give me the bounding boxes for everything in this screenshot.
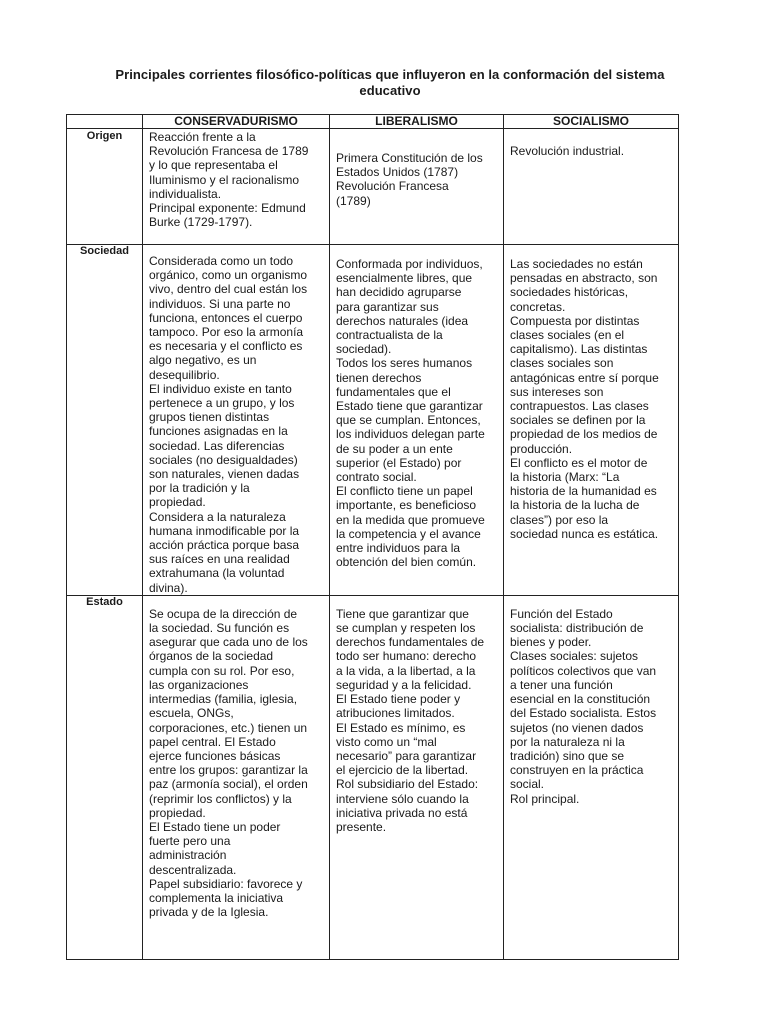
cell-text: Reacción frente a la Revolución Francesa de 1789 y lo que representaba el Iluminismo y el racionalismo individualista. Principal exponente: Edmund Burke (1729-1797). bbox=[149, 130, 309, 230]
row-header-estado: Estado bbox=[67, 595, 143, 959]
cell-origen-conservadurismo bbox=[143, 129, 330, 245]
header-corner-cell bbox=[67, 115, 143, 129]
cell-text: Función del Estado socialista: distribución de bienes y poder. Clases sociales: sujetos políticos colectivos que van a tener una función esencial en la constitución del Estado socialista. Estos sujetos (no vienen dados por la naturaleza ni la tradición) sino que se construyen en la práctica social. Rol principal. bbox=[510, 606, 657, 806]
cell-text: Revolución industrial. bbox=[510, 144, 625, 158]
table-row-origen bbox=[67, 129, 679, 245]
cell-text: Tiene que garantizar que se cumplan y respeten los derechos fundamentales de todo ser humano: derecho a la vida, a la libertad, a la seguridad y a la felicidad. El Estado tiene poder y atribuciones limitados. El Estado es mínimo, es visto como un “mal necesario” para garantizar el ejercicio de la libertad. Rol subsidiario del Estado: interviene sólo cuando la iniciativa privada no está presente. bbox=[336, 606, 485, 834]
table-header-row bbox=[67, 115, 679, 129]
cell-sociedad-conservadurismo bbox=[143, 245, 330, 596]
cell-text: Considerada como un todo orgánico, como un organismo vivo, dentro del cual están los individuos. Si una parte no funciona, entonces el cuerpo tampoco. Por eso la armonía es necesaria y el conflicto es algo negativo, es un desequilibrio. El individuo existe en tanto pertenece a un grupo, y los grupos tienen distintas funciones asignadas en la sociedad. Las diferencias sociales (no desigualdades) son naturales, vienen dadas por la tradición y la propiedad. Considera a la naturaleza humana inmodificable por la acción práctica porque basa sus raíces en una realidad extrahumana (la voluntad divina). bbox=[149, 254, 308, 595]
comparison-table bbox=[66, 114, 679, 960]
cell-estado-socialismo bbox=[504, 595, 679, 959]
column-header-socialismo: SOCIALISMO bbox=[504, 115, 679, 129]
page-title bbox=[60, 67, 720, 99]
column-header-liberalismo: LIBERALISMO bbox=[330, 115, 504, 129]
table-row-sociedad bbox=[67, 245, 679, 596]
cell-estado-liberalismo bbox=[330, 595, 504, 959]
cell-text: Conformada por individuos, esencialmente libres, que han decidido agruparse para garantizar sus derechos naturales (idea contractualista de la sociedad). Todos los seres humanos tienen derechos fundamentales que el Estado tiene que garantizar que se cumplan. Entonces, los individuos delegan parte de su poder a un ente superior (el Estado) por contrato social. El conflicto tiene un papel importante, es beneficioso en la medida que promueve la competencia y el avance entre individuos para la obtención del bien común. bbox=[336, 257, 485, 570]
row-header-origen: Origen bbox=[67, 129, 143, 245]
table-row-estado bbox=[67, 595, 679, 959]
cell-sociedad-socialismo bbox=[504, 245, 679, 596]
cell-text: Primera Constitución de los Estados Unidos (1787) Revolución Francesa (1789) bbox=[336, 151, 483, 208]
cell-text: Las sociedades no están pensadas en abstracto, son sociedades históricas, concretas. Compuesta por distintas clases sociales (en el capitalismo). Las distintas clases sociales son antagónicas entre sí porque sus intereses son contrapuestos. Las clases sociales se definen por la propiedad de los medios de producción. El conflicto es el motor de la historia (Marx: “La historia de la humanidad es la historia de la lucha de clases”) por eso la sociedad nunca es estática. bbox=[510, 257, 659, 541]
cell-origen-socialismo bbox=[504, 129, 679, 245]
row-header-sociedad: Sociedad bbox=[67, 245, 143, 596]
cell-sociedad-liberalismo bbox=[330, 245, 504, 596]
cell-origen-liberalismo bbox=[330, 129, 504, 245]
cell-text: Se ocupa de la dirección de la sociedad. Su función es asegurar que cada uno de los órganos de la sociedad cumpla con su rol. Por eso, las organizaciones intermedias (familia, iglesia, escuela, ONGs, corporaciones, etc.) tienen un papel central. El Estado ejerce funciones básicas entre los grupos: garantizar la paz (armonía social), el orden (reprimir los conflictos) y la propiedad. El Estado tiene un poder fuerte pero una administración descentralizada. Papel subsidiario: favorece y complementa la iniciativa privada y de la Iglesia. bbox=[149, 606, 308, 920]
page-title-line-1: Principales corrientes filosófico-políticas que influyeron en la conformación del sistema bbox=[115, 67, 665, 82]
page-title-line-2: educativo bbox=[359, 83, 421, 98]
column-header-conservadurismo: CONSERVADURISMO bbox=[143, 115, 330, 129]
cell-estado-conservadurismo bbox=[143, 595, 330, 959]
